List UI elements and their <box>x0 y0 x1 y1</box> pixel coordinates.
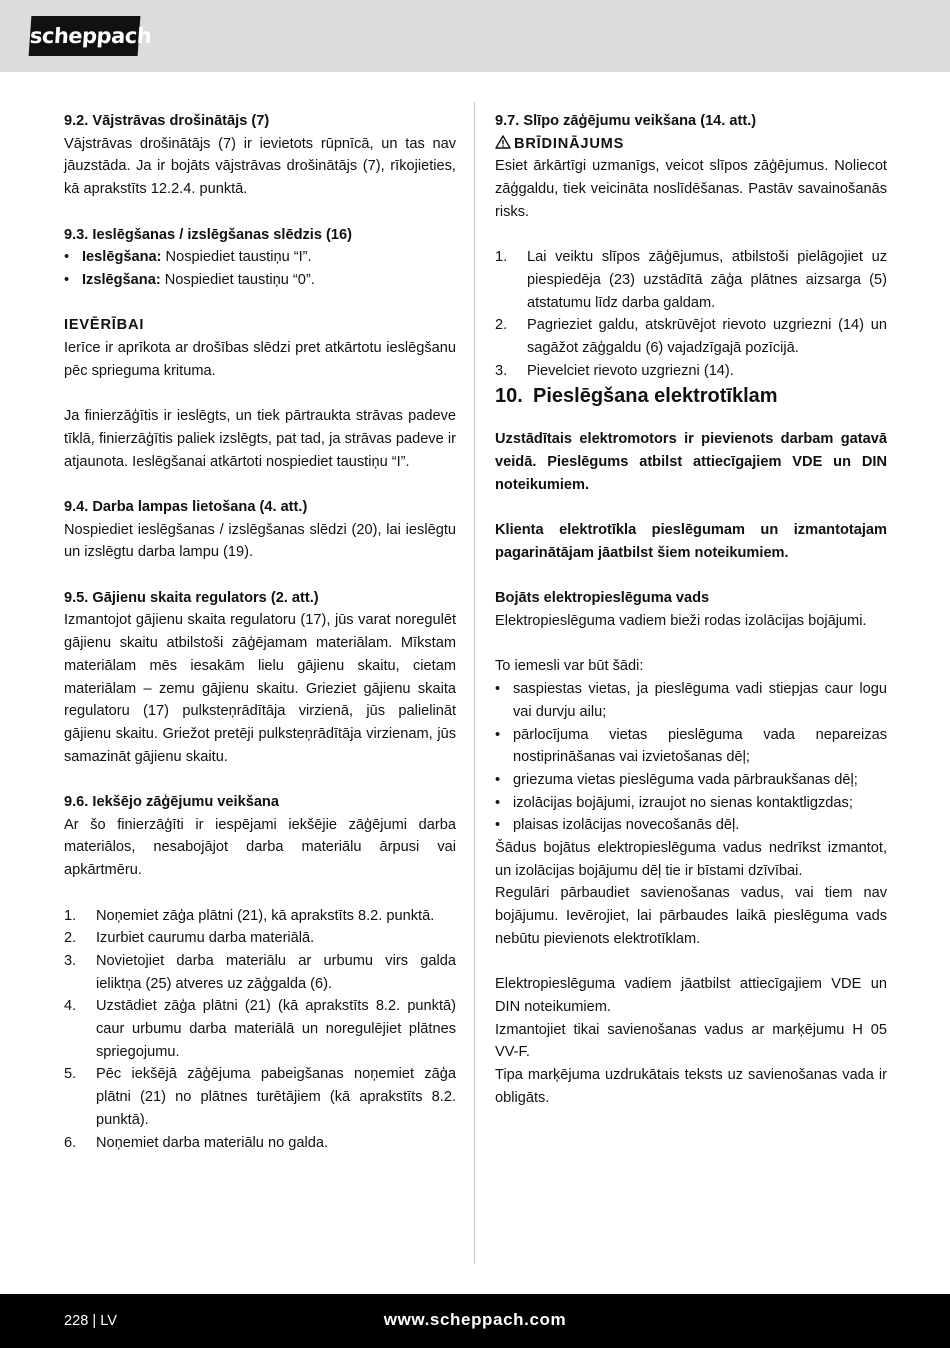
causes-list <box>495 678 887 837</box>
switch-list <box>64 246 456 291</box>
page-footer <box>0 1294 950 1348</box>
list-item: • pārlocījuma vietas pieslēguma vada nepareizas nostiprināšanas vai izvietošanas dēļ; <box>495 724 887 769</box>
section-heading-9-4: 9.4. Darba lampas lietošana (4. att.) <box>64 498 308 515</box>
section-body-9-6: Ar šo finierzāģīti ir iespējami iekšējie zāģējumi darba materiālos, nesabojājot darba materiālu ārpusi vai apkārtmēru. <box>64 816 456 879</box>
h05-text: Izmantojiet tikai savienošanas vadus ar marķējumu H 05 VV-F. <box>495 1021 887 1061</box>
list-item: • plaisas izolācijas novecošanās dēļ. <box>495 814 887 837</box>
danger-text: Šādus bojātus elektropieslēguma vadus nedrīkst izmantot, un izolācijas bojājumu dēļ tie ir bīstami dzīvībai. <box>495 840 887 879</box>
list-item: 3. Pievelciet rievoto uzgriezni (14). <box>495 362 734 379</box>
bevel-cut-steps <box>495 246 887 382</box>
section-heading-9-2: 9.2. Vājstrāvas drošinātājs (7) <box>64 113 270 129</box>
label-text: Tipa marķējuma uzdrukātais teksts uz savienošanas vada ir obligāts. <box>495 1067 887 1106</box>
list-item: • griezuma vietas pieslēguma vada pārbraukšanas dēļ; <box>495 769 887 792</box>
internal-cut-steps <box>64 905 456 1155</box>
scheppach-logo: scheppach <box>29 16 141 56</box>
list-item: 1. Lai veiktu slīpos zāģējumus, atbilstoši pielāgojiet uz piespiedēja (23) uzstādītā zāģa plātnes aizsarga (5) atstatumu līdz darba galdam. <box>495 249 887 311</box>
left-column <box>64 110 456 1154</box>
connection-bold-text-2: Klienta elektrotīkla pieslēgumam un izmantotajam pagarinātājam jāatbilst šiem noteikumiem. <box>495 522 887 561</box>
faulty-cable-text: Elektropieslēguma vadiem bieži rodas izolācijas bojājumi. <box>495 613 867 630</box>
list-item: • Izslēgšana: Nospiediet taustiņu “0”. <box>64 269 456 292</box>
section-body-9-2: Vājstrāvas drošinātājs (7) ir ievietots rūpnīcā, un tas nav jāuzstāda. Ja ir bojāts vājstrāvas drošinātājs (7), rīkojieties, kā aprakstīts 12.2.4. punktā. <box>64 135 456 198</box>
vde-text: Elektropieslēguma vadiem jāatbilst attiecīgajiem VDE un DIN noteikumiem. <box>495 976 887 1015</box>
causes-intro: To iemesli var būt šādi: <box>495 658 644 675</box>
website-link[interactable]: www.scheppach.com <box>383 1310 567 1329</box>
list-item: 1. Noņemiet zāģa plātni (21), kā aprakstīts 8.2. punktā. <box>64 907 435 924</box>
list-item: 3. Novietojiet darba materiālu ar urbumu virs galda ieliktņa (25) atveres uz zāģgalda (6). <box>64 952 456 992</box>
section-heading-9-6: 9.6. Iekšējo zāģējumu veikšana <box>64 794 279 810</box>
check-text: Regulāri pārbaudiet savienošanas vadus, vai tiem nav bojājumu. Ievērojiet, lai pārbaudes laikā pieslēguma vads nebūtu pievienots elektrotīklam. <box>495 885 887 947</box>
notice-text: Ierīce ir aprīkota ar drošības slēdzi pret atkārtotu ieslēgšanu pēc sprieguma krituma. <box>64 340 456 379</box>
list-item: 2. Pagrieziet galdu, atskrūvējot rievoto uzgriezni (14) un sagāžot zāģgaldu (6) vajadzīgajā pozīcijā. <box>495 317 887 357</box>
list-item: • saspiestas vietas, ja pieslēguma vadi stiepjas caur logu vai durvju ailu; <box>495 678 887 723</box>
warning-text: Esiet ārkārtīgi uzmanīgs, veicot slīpos zāģējumus. Noliecot zāģgaldu, tiek veicināta noslīdēšanas. Pastāv savainošanās risks. <box>495 158 887 220</box>
list-item: • izolācijas bojājumi, izraujot no sienas kontaktligzdas; <box>495 792 887 815</box>
column-divider <box>474 102 475 1264</box>
chapter-heading-10: 10. Pieslēgšana elektrotīklam <box>495 385 778 408</box>
section-heading-9-3: 9.3. Ieslēgšanas / izslēgšanas slēdzis (16) <box>64 226 352 243</box>
list-item: • Ieslēgšana: Nospiediet taustiņu “I”. <box>64 246 456 269</box>
list-item: 2. Izurbiet caurumu darba materiālā. <box>64 930 315 947</box>
connection-bold-text: Uzstādītais elektromotors ir pievienots darbam gatavā veidā. Pieslēgums atbilst attiecīgajiem VDE un DIN noteikumiem. <box>495 431 887 493</box>
section-heading-9-7: 9.7. Slīpo zāģējumu veikšana (14. att.) <box>495 113 757 129</box>
page-header <box>0 0 950 72</box>
section-body-9-4: Nospiediet ieslēgšanas / izslēgšanas slēdzi (20), lai ieslēgtu un izslēgtu darba lampu (19). <box>64 521 456 561</box>
section-heading-9-5: 9.5. Gājienu skaita regulators (2. att.) <box>64 589 319 606</box>
list-item: 6. Noņemiet darba materiālu no galda. <box>64 1134 329 1151</box>
warning-heading: BRĪDINĀJUMS <box>495 133 887 156</box>
warning-triangle-icon <box>495 135 511 149</box>
right-column <box>495 110 887 1109</box>
page-number: 228 | LV <box>64 1313 118 1329</box>
section-body-9-5: Izmantojot gājienu skaita regulatoru (17), jūs varat noregulēt gājienu skaitu atbilstoši zāģējamam materiālam. Mīkstam materiālam mēs iesakām lielu gājienu skaitu, cietam materiālam – zemu gājienu skaitu. Grieziet gājienu skaita regulatoru (17) pulksteņrādītāja virzienā, jūs palielināt gājienu skaitu. Griežot pretēji pulksteņrādītāja virzienam, jūs samazināt gājienu skaitu. <box>64 612 456 765</box>
notice-text-2: Ja finierzāģītis ir ieslēgts, un tiek pārtraukta strāvas padeve tīklā, finierzāģītis paliek izslēgts, pat tad, ja strāvas padeve ir atjaunota. Ieslēgšanai atkārtoti nospiediet taustiņu “I”. <box>64 408 456 470</box>
list-item: 4. Uzstādiet zāģa plātni (21) (kā aprakstīts 8.2. punktā) caur urbumu darba materiālā un noregulējiet plātnes spriegojumu. <box>64 998 456 1060</box>
notice-heading: IEVĒRĪBAI <box>64 317 145 334</box>
faulty-cable-heading: Bojāts elektropieslēguma vads <box>495 590 710 607</box>
list-item: 5. Pēc iekšējā zāģējuma pabeigšanas noņemiet zāģa plātni (21) no plātnes turētājiem (kā aprakstīts 8.2. punktā). <box>64 1066 456 1128</box>
